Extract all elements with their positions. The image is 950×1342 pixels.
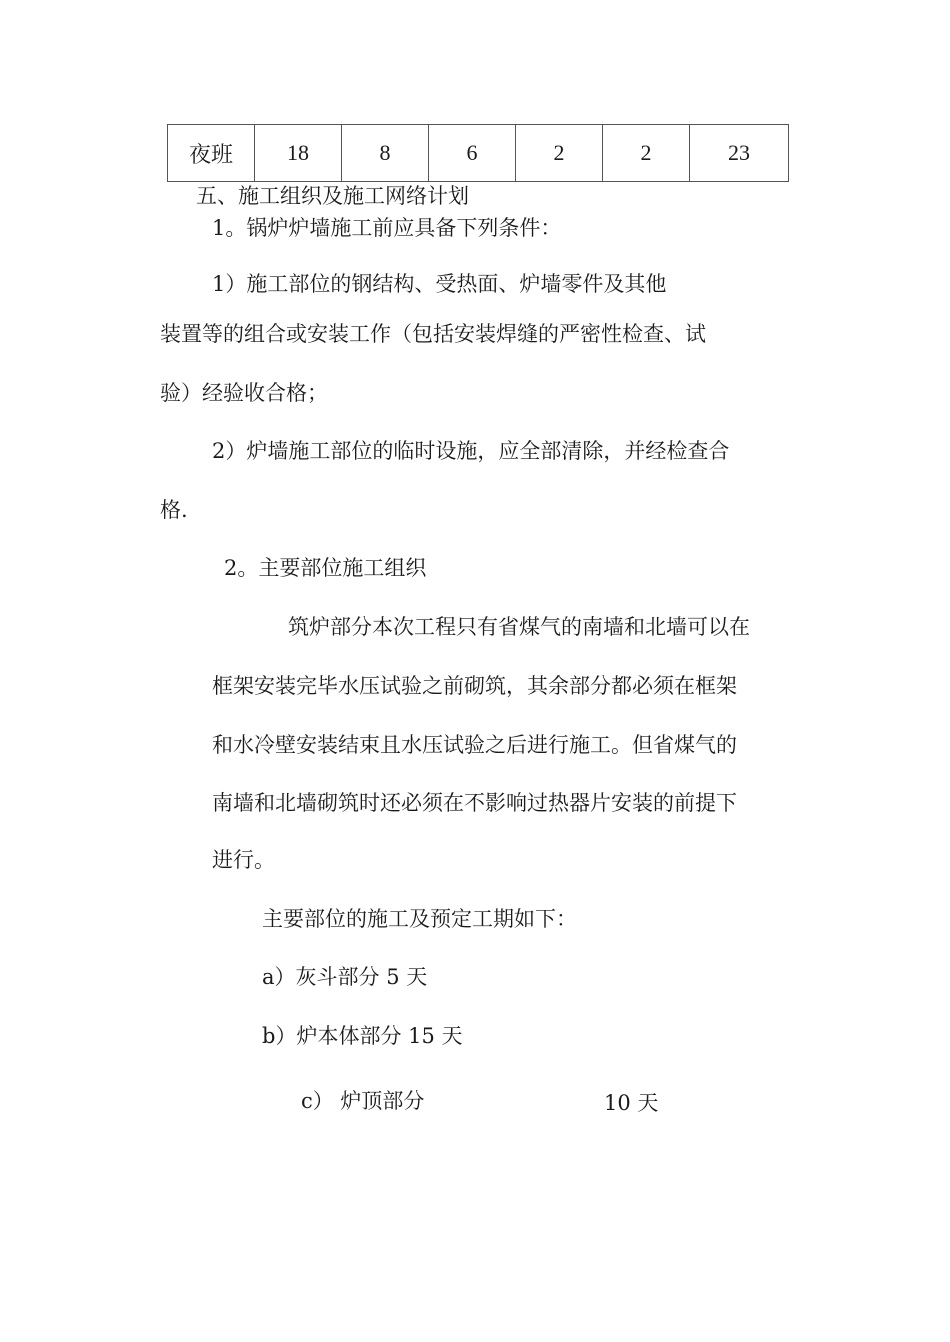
table-cell: 23 (690, 125, 789, 182)
schedule-item-a: a）灰斗部分 5 天 (262, 965, 428, 989)
schedule-item-c-label: c） 炉顶部分 (301, 1089, 425, 1113)
table-cell: 8 (342, 125, 429, 182)
schedule-item-b: b）炉本体部分 15 天 (262, 1024, 463, 1048)
schedule-intro: 主要部位的施工及预定工期如下： (262, 907, 577, 931)
item1-title: 1。锅炉炉墙施工前应具备下列条件： (212, 216, 562, 240)
paragraph-line2: 框架安装完毕水压试验之前砌筑，其余部分都必须在框架 (212, 674, 737, 698)
table-cell-shift: 夜班 (168, 125, 255, 182)
paragraph-line5: 进行。 (212, 848, 275, 872)
condition2-line2: 格. (160, 498, 188, 522)
paragraph-line4: 南墙和北墙砌筑时还必须在不影响过热器片安装的前提下 (212, 791, 737, 815)
condition2-line1: 2）炉墙施工部位的临时设施，应全部清除，并经检查合 (212, 439, 730, 463)
table-cell: 18 (255, 125, 342, 182)
section-heading: 五、施工组织及施工网络计划 (196, 184, 469, 208)
paragraph-line1: 筑炉部分本次工程只有省煤气的南墙和北墙可以在 (288, 615, 750, 639)
condition1-line3: 验）经验收合格； (160, 381, 328, 405)
schedule-item-c-days: 10 天 (604, 1091, 659, 1115)
table-cell: 6 (429, 125, 516, 182)
table-row (168, 125, 789, 182)
condition1-line2: 装置等的组合或安装工作（包括安装焊缝的严密性检查、试 (160, 322, 706, 346)
condition1-line1: 1）施工部位的钢结构、受热面、炉墙零件及其他 (212, 272, 667, 296)
paragraph-line3: 和水冷壁安装结束且水压试验之后进行施工。但省煤气的 (212, 733, 737, 757)
table-cell: 2 (603, 125, 690, 182)
table-cell: 2 (516, 125, 603, 182)
shift-table (167, 124, 789, 182)
item2-title: 2。主要部位施工组织 (224, 556, 427, 580)
